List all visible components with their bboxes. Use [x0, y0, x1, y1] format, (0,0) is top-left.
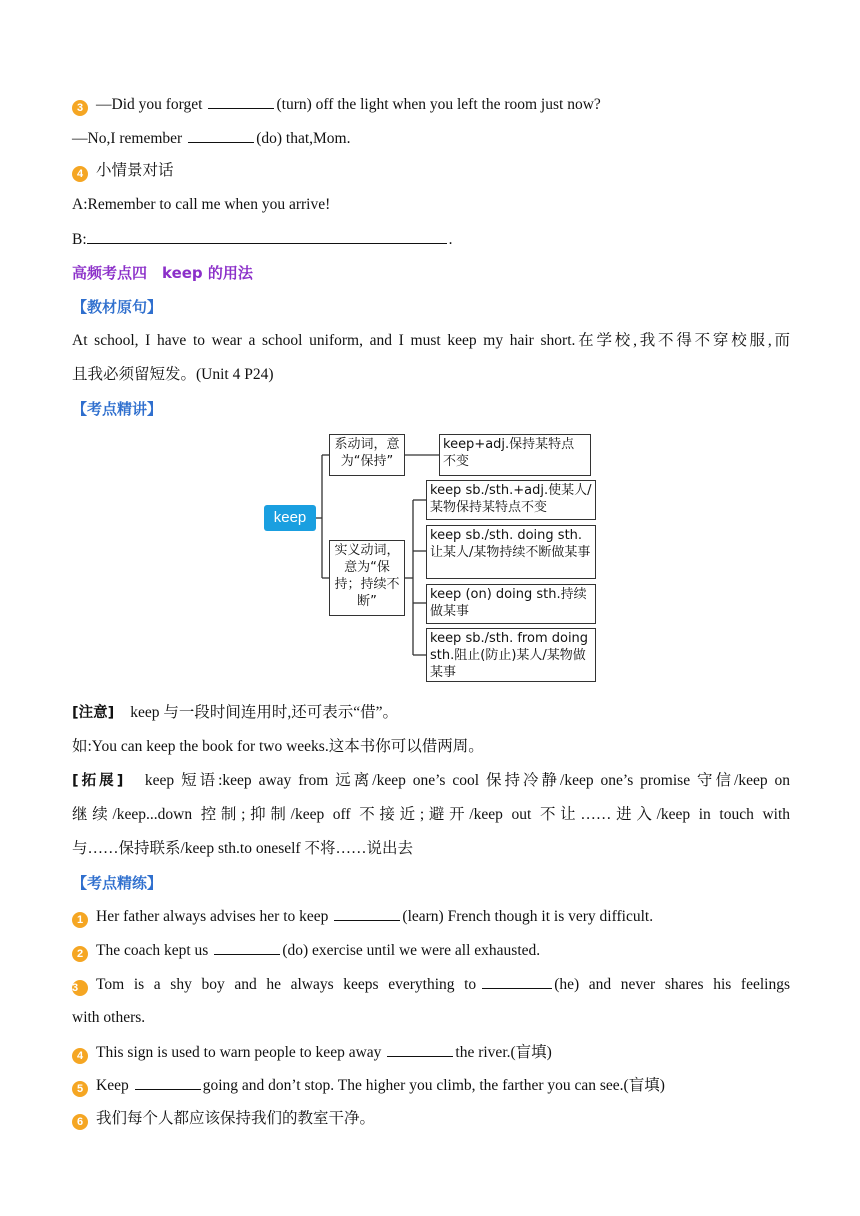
- item-text-pre: Tom is a shy boy and he always keeps everything to: [96, 976, 477, 993]
- item-text-post: going and don’t stop. The higher you climb, the farther you can see.(盲填): [202, 1077, 665, 1094]
- number-badge: 4: [72, 1048, 88, 1064]
- q3-line-a: [72, 94, 601, 116]
- practice-item: [72, 1042, 552, 1064]
- practice-item: [72, 974, 790, 996]
- number-badge: 3: [72, 100, 88, 116]
- item-text: 我们每个人都应该保持我们的教室干净。: [96, 1110, 376, 1127]
- extend-line-1: [72, 771, 790, 791]
- item-text-pre: Keep: [96, 1077, 129, 1094]
- answer-blank[interactable]: [214, 940, 280, 955]
- diagram-linking-verb-usage: keep+adj.保持某特点不变: [439, 434, 591, 476]
- answer-blank[interactable]: [482, 974, 552, 989]
- note-text: keep 与一段时间连用时,还可表示“借”。: [130, 704, 399, 721]
- practice-item: [72, 1075, 665, 1097]
- answer-blank[interactable]: [208, 94, 274, 109]
- diagram-usage-item: keep sb./sth. doing sth.让某人/某物持续不断做某事: [426, 525, 596, 579]
- textbook-line-2: 且我必须留短发。(Unit 4 P24): [72, 366, 274, 383]
- textbook-line-1: At school, I have to wear a school uniform, and I must keep my hair short.在学校,我不得不穿校服,而: [72, 332, 790, 349]
- q4-b-pre: B:: [72, 231, 87, 248]
- practice-item: [72, 1109, 375, 1130]
- note-line: [72, 703, 398, 723]
- number-badge: 3: [72, 980, 88, 996]
- item-text-post: (he) and never shares his feelings: [554, 976, 790, 993]
- answer-blank[interactable]: [387, 1042, 453, 1057]
- extend-line-2: 继续/keep...down 控制;抑制/keep off 不接近;避开/keep out 不让……进入/keep in touch with: [72, 806, 790, 823]
- q3-line-b: [72, 128, 350, 149]
- practice-label: 【考点精练】: [72, 874, 163, 892]
- extend-label: [拓展]: [72, 773, 124, 789]
- q3-b-post: (do) that,Mom.: [256, 130, 351, 147]
- answer-blank[interactable]: [188, 128, 254, 143]
- diagram-branch-notional-verb: 实义动词，意为“保持；持续不断”: [329, 540, 405, 616]
- number-badge: 1: [72, 912, 88, 928]
- item-text-pre: This sign is used to warn people to keep away: [96, 1044, 382, 1061]
- item-text-pre: Her father always advises her to keep: [96, 908, 329, 925]
- item-text-post: the river.(盲填): [455, 1044, 552, 1061]
- item-text-post: (learn) French though it is very difficult.: [402, 908, 654, 925]
- answer-blank[interactable]: [87, 229, 447, 244]
- section-title: 高频考点四 keep 的用法: [72, 264, 253, 282]
- answer-blank[interactable]: [135, 1075, 201, 1090]
- number-badge: 6: [72, 1114, 88, 1130]
- q4-title: [72, 161, 174, 182]
- q4-b-post: .: [448, 231, 453, 248]
- diagram-usage-item: keep (on) doing sth.持续做某事: [426, 584, 596, 624]
- extend-line-3: 与……保持联系/keep sth.to oneself 不将……说出去: [72, 840, 413, 857]
- number-badge: 4: [72, 166, 88, 182]
- item-text-pre: The coach kept us: [96, 942, 209, 959]
- number-badge: 2: [72, 946, 88, 962]
- q4-title-text: 小情景对话: [96, 162, 174, 179]
- extend-text-1: keep 短语:keep away from 远离/keep one’s cool 保持冷静/keep one’s promise 守信/keep on: [144, 772, 790, 789]
- note-example: 如:You can keep the book for two weeks.这本书你可以借两周。: [72, 738, 484, 755]
- answer-blank[interactable]: [334, 906, 400, 921]
- number-badge: 5: [72, 1081, 88, 1097]
- diagram-root-keep: keep: [264, 505, 316, 531]
- diagram-branch-linking-verb: 系动词，意为“保持”: [329, 434, 405, 476]
- q3-a-pre: —Did you forget: [96, 96, 203, 113]
- q3-a-post: (turn) off the light when you left the room just now?: [276, 96, 601, 113]
- diagram-usage-item: keep sb./sth. from doing sth.阻止(防止)某人/某物做某事: [426, 628, 596, 682]
- textbook-label: 【教材原句】: [72, 298, 163, 316]
- item-text-post: (do) exercise until we were all exhausted.: [282, 942, 541, 959]
- diagram-usage-item: keep sb./sth.+adj.使某人/某物保持某特点不变: [426, 480, 596, 520]
- q3-b-pre: —No,I remember: [72, 130, 183, 147]
- practice-item: [72, 940, 540, 962]
- q4-line-b: [72, 229, 453, 250]
- note-label: [注意]: [72, 705, 115, 721]
- practice-item-continued: with others.: [72, 1009, 146, 1026]
- practice-item: [72, 906, 653, 928]
- q4-line-a: A:Remember to call me when you arrive!: [72, 196, 331, 213]
- explain-label: 【考点精讲】: [72, 400, 163, 418]
